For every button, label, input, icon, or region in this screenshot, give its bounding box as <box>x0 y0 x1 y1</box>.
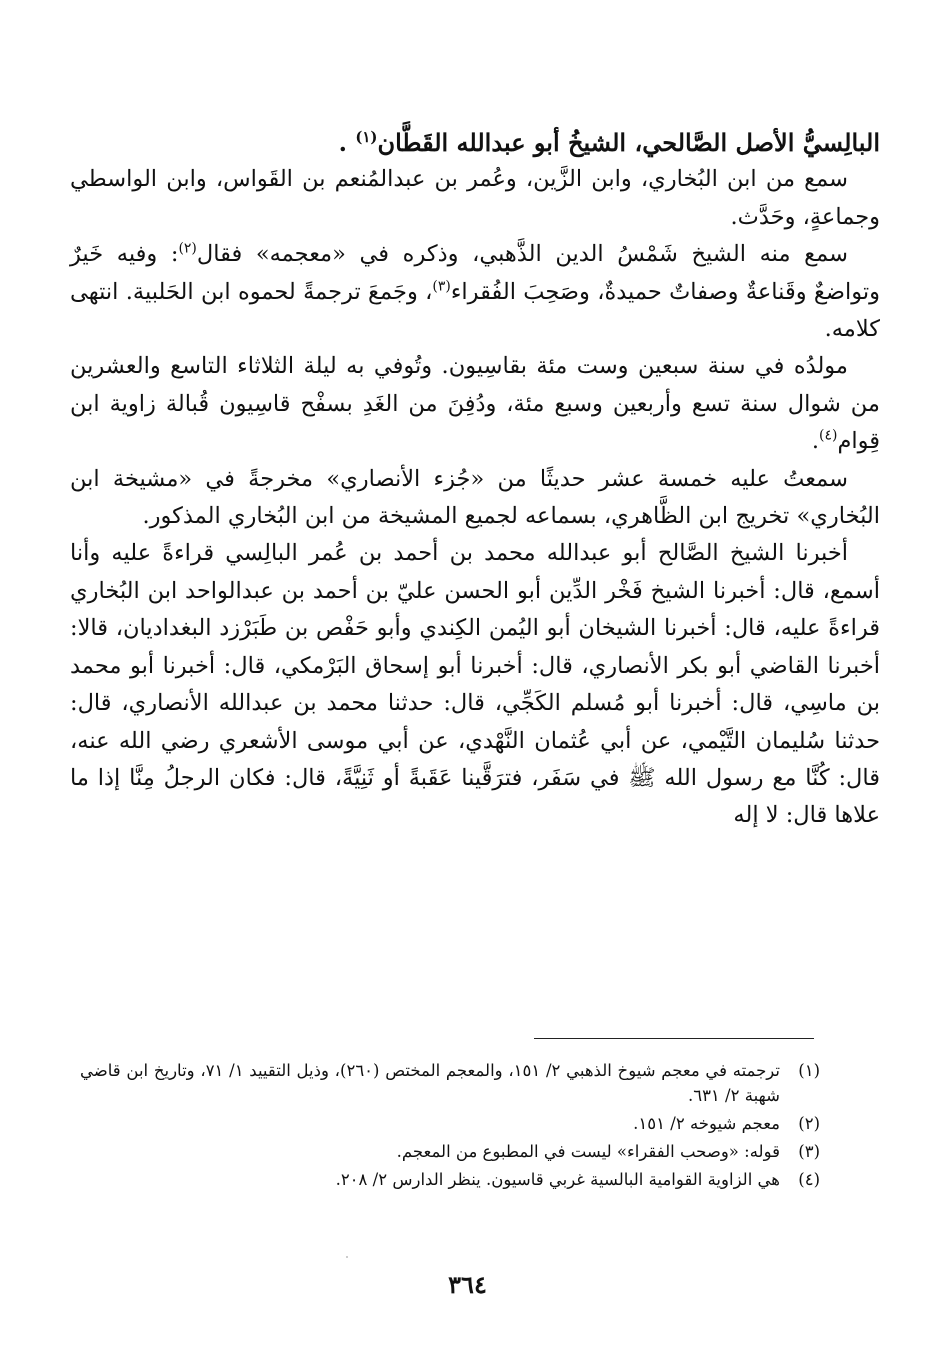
footnote-text: قوله: «وصحب الفقراء» ليست في المطبوع من المعجم. <box>396 1142 780 1161</box>
main-text <box>70 124 880 835</box>
footnote-text: هي الزاوية القوامية البالسية غربي قاسيون. ينظر الدارس ٢/ ٢٠٨. <box>335 1170 780 1189</box>
footnote-number: (١) <box>798 1061 820 1080</box>
paragraph-dhahabi-part-c: ، وجَمعَ ترجمةً لحموه ابن الحَلبية. انتهى كلامه. <box>70 278 880 343</box>
paragraph-heard-from: سمع من ابن البُخاري، وابن الزَّين، وعُمر بن عبدالمُنعم بن القَواس، وابن الواسطي وجماعةٍ، وحَدَّث. <box>70 166 880 230</box>
entry-heading-end: . <box>338 128 356 157</box>
footnotes <box>80 1058 820 1195</box>
footnote-number: (٤) <box>798 1170 820 1189</box>
footnote-text: معجم شيوخه ٢/ ١٥١. <box>633 1114 780 1133</box>
footnote-ref-4: (٤) <box>819 427 838 444</box>
entry-heading <box>70 124 880 161</box>
paragraph-dhahabi-part-a: سمع منه الشيخ شَمْسُ الدين الذَّهبي، وذكره في «معجمه» فقال <box>196 241 848 268</box>
page-number: ٣٦٤ <box>448 1270 487 1299</box>
footnote-number: (٣) <box>798 1142 820 1161</box>
footnote <box>80 1167 820 1192</box>
scan-speck <box>346 1256 348 1258</box>
footnote <box>80 1111 820 1136</box>
footnote <box>80 1139 820 1164</box>
entry-heading-text: البالِسيُّ الأصل الصَّالحي، الشيخُ أبو عبدالله القَطَّان <box>377 128 880 157</box>
paragraph-birth-death-part-b: . <box>811 428 820 455</box>
footnote-ref-1: (١) <box>355 128 378 146</box>
paragraph-isnad: أخبرنا الشيخ الصَّالح أبو عبدالله محمد بن أحمد بن عُمر البالِسي قراءةً عليه وأنا أسمع، قال: أخبرنا الشيخ فَخْر الدِّين أبو الحسن عليّ بن أحمد بن عبدالواحد ابن البُخاري قراءةً عليه، قال: أخبرنا الشيخان أبو اليُمن الكِندي وأبو حَفْص بن طَبَرْزد البغداديان، قالا: أخبرنا القاضي أبو بكر الأنصاري، قال: أخبرنا أبو إسحاق البَرْمكي، قال: أخبرنا أبو محمد بن ماسِي، قال: أخبرنا أبو مُسلم الكَجِّي، قال: حدثنا محمد بن عبدالله الأنصاري، قال: حدثنا سُليمان التَّيْمي، عن أبي عُثمان النَّهْدي، عن أبي موسى الأشعري رضي الله عنه، قال: كُنَّا مع رسول الله ﷺ في سَفَر، فترَقَّينا عَقَبةً أو ثَنِيَّةً، قال: فكان الرجلُ مِنَّا إذا ما علاها قال: لا إله <box>70 540 880 829</box>
paragraph-birth-death-part-a: مولدُه في سنة سبعين وست مئة بقاسِيون. وتُوفي به ليلة الثلاثاء التاسع والعشرين من شوال سنة تسع وأربعين وسبع مئة، ودُفِنَ من الغَدِ بسفْح قاسِيون قُبالة زاوية ابن قِوام <box>70 353 880 455</box>
footnote-ref-3: (٣) <box>432 278 451 295</box>
paragraph-dhahabi <box>70 236 880 348</box>
paragraph-sama: سمعتُ عليه خمسة عشر حديثًا من «جُزء الأنصاري» مخرجةً في «مشيخة ابن البُخاري» تخريج ابن الظَّاهري، بسماعه لجميع المشيخة من ابن البُخاري المذكور. <box>70 465 880 530</box>
footnote-ref-2: (٢) <box>178 240 197 257</box>
footnote-separator <box>534 1038 814 1039</box>
footnote-text: ترجمته في معجم شيوخ الذهبي ٢/ ١٥١، والمعجم المختص (٢٦٠)، وذيل التقييد ١/ ٧١، وتاريخ ابن قاضي شهبة ٢/ ٦٣١. <box>80 1061 780 1105</box>
paragraph-dhahabi-part-b: : وفيه خَيرٌ وتواضعٌ وقَناعةٌ وصفاتٌ حميدةٌ، وصَحِبَ الفُقراء <box>70 241 880 305</box>
footnote <box>80 1058 820 1108</box>
paragraph-birth-death <box>70 348 880 460</box>
footnote-number: (٢) <box>798 1114 820 1133</box>
